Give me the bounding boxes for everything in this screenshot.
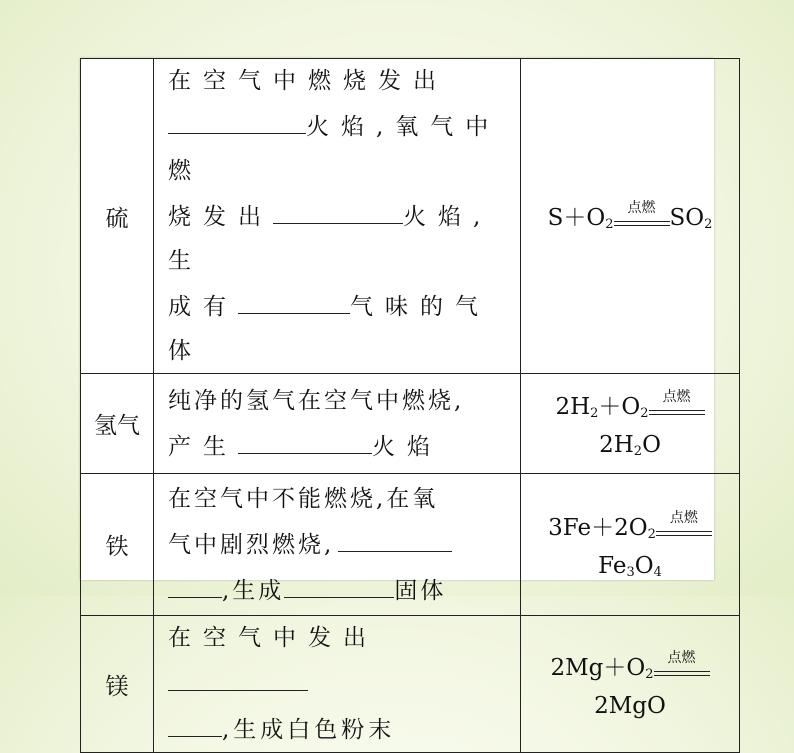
desc-text: ,生成白色粉末 <box>222 717 396 743</box>
equation-cell <box>521 374 740 474</box>
answer-blank[interactable] <box>273 193 403 224</box>
desc-text: 火焰,生 <box>168 204 493 274</box>
element-name: 硫 <box>81 59 154 374</box>
desc-line <box>168 423 510 469</box>
desc-line: 在空气中不能燃烧,在氧 <box>168 485 439 512</box>
reaction-arrow <box>656 510 712 543</box>
table-row-iron <box>81 474 740 616</box>
desc-text: 在空气中发出 <box>168 625 378 651</box>
desc-text: 火焰 <box>372 433 442 460</box>
reactant: 3Fe＋2O <box>548 515 648 541</box>
subscript: 2 <box>640 406 649 421</box>
product: Fe <box>598 553 627 579</box>
table-row-magnesium <box>81 616 740 753</box>
equation-cell <box>521 59 740 374</box>
subscript: 2 <box>633 444 643 459</box>
element-name: 镁 <box>81 616 154 753</box>
reactant: 2H <box>555 394 591 420</box>
equation-products <box>521 432 739 459</box>
phenomenon-cell <box>154 374 521 474</box>
answer-blank[interactable] <box>168 103 306 134</box>
desc-line: 纯净的氢气在空气中燃烧, <box>168 387 465 414</box>
element-name: 铁 <box>81 474 154 616</box>
desc-text: 固体 <box>394 577 447 604</box>
product: 2MgO <box>594 693 666 719</box>
phenomenon-cell <box>154 616 521 753</box>
equation-products <box>521 553 739 580</box>
chemical-equation <box>550 649 709 683</box>
condition-label: 点燃 <box>662 389 691 405</box>
subscript: 2 <box>645 667 654 682</box>
desc-text: 气味的气体 <box>168 294 490 364</box>
subscript: 2 <box>605 217 614 232</box>
subscript: 2 <box>647 527 656 542</box>
desc-line <box>168 706 510 752</box>
reactant: 2Mg＋O <box>550 655 646 681</box>
reactant: ＋O <box>598 394 641 420</box>
reaction-arrow <box>649 389 705 422</box>
subscript: 4 <box>653 565 662 580</box>
reactant: S＋O <box>547 205 606 231</box>
desc-text: 产生 <box>168 433 238 460</box>
element-name: 氢气 <box>81 374 154 474</box>
desc-line: 在空气中燃烧发出 <box>168 68 448 94</box>
desc-line <box>168 193 510 283</box>
product: SO <box>669 205 705 231</box>
reaction-arrow <box>614 200 670 233</box>
desc-line <box>168 283 510 373</box>
answer-blank[interactable] <box>238 423 372 454</box>
condition-label: 点燃 <box>667 650 696 666</box>
answer-blank[interactable] <box>338 521 452 552</box>
equation-cell <box>521 474 740 616</box>
answer-blank[interactable] <box>168 660 308 691</box>
condition-label: 点燃 <box>669 510 698 526</box>
reaction-table-card <box>80 58 714 743</box>
product: O <box>634 553 654 579</box>
desc-text: 成有 <box>168 294 238 320</box>
product: O <box>642 432 661 458</box>
phenomenon-cell <box>154 59 521 374</box>
equation-cell <box>521 616 740 753</box>
desc-text: 火焰,氧气中燃 <box>168 114 501 184</box>
chemical-equation <box>548 509 712 543</box>
desc-text: 烧发出 <box>168 204 273 230</box>
desc-text: 气中剧烈燃烧, <box>168 531 335 558</box>
answer-blank[interactable] <box>284 567 394 598</box>
table-row-hydrogen <box>81 374 740 474</box>
desc-line <box>168 521 510 567</box>
desc-line <box>168 567 510 613</box>
subscript: 2 <box>704 217 713 232</box>
reaction-arrow <box>654 650 710 683</box>
condition-label: 点燃 <box>627 200 656 216</box>
chemical-equation <box>555 388 704 422</box>
equation-products <box>521 693 739 719</box>
combustion-table <box>80 58 740 753</box>
answer-blank[interactable] <box>168 567 222 598</box>
answer-blank[interactable] <box>168 706 222 737</box>
chemical-equation <box>548 199 713 233</box>
subscript: 3 <box>626 565 635 580</box>
desc-text: ,生成 <box>222 577 285 604</box>
table-row-sulfur <box>81 59 740 374</box>
phenomenon-cell <box>154 474 521 616</box>
desc-line <box>168 616 510 706</box>
desc-line <box>168 103 510 193</box>
product: 2H <box>599 432 634 458</box>
subscript: 2 <box>590 406 599 421</box>
answer-blank[interactable] <box>238 283 350 314</box>
